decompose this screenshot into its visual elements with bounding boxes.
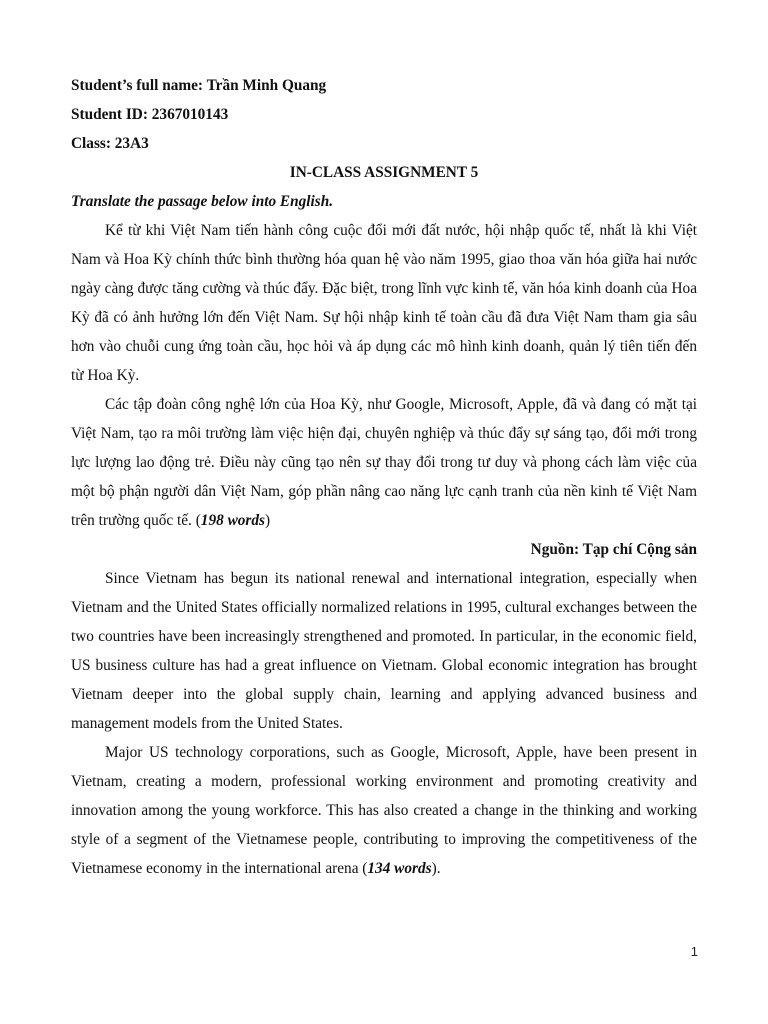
- source-paragraph-2: [71, 390, 697, 535]
- source-word-count: 198 words: [200, 512, 265, 529]
- translation-paragraph-2: [71, 738, 697, 883]
- page-number: 1: [690, 944, 698, 959]
- translation-paragraph-1: Since Vietnam has begun its national renewal and international integration, especially when Vietnam and the United States officially normalized relations in 1995, cultural exchanges between the two countries have been increasingly strengthened and promoted. In particular, in the economic field, US business culture has had a great influence on Vietnam. Global economic integration has brought Vietnam deeper into the global supply chain, learning and applying advanced business and management models from the United States.: [71, 570, 697, 732]
- source-paragraph-1: Kể từ khi Việt Nam tiến hành công cuộc đổi mới đất nước, hội nhập quốc tế, nhất là khi Việt Nam và Hoa Kỳ chính thức bình thường hóa quan hệ vào năm 1995, giao thoa văn hóa giữa hai nước ngày càng được tăng cường và thúc đẩy. Đặc biệt, trong lĩnh vực kinh tế, văn hóa kinh doanh của Hoa Kỳ đã có ảnh hưởng lớn đến Việt Nam. Sự hội nhập kinh tế toàn cầu đã đưa Việt Nam tham gia sâu hơn vào chuỗi cung ứng toàn cầu, học hỏi và áp dụng các mô hình kinh doanh, quản lý tiên tiến đến từ Hoa Kỳ.: [71, 222, 697, 384]
- class-value: 23A3: [114, 135, 149, 152]
- student-name-line: [71, 71, 697, 100]
- source-credit: Nguồn: Tạp chí Cộng sản: [530, 541, 697, 558]
- class-label: Class:: [71, 135, 111, 152]
- student-id-line: [71, 100, 697, 129]
- instruction: Translate the passage below into English.: [71, 193, 334, 210]
- student-id-value: 2367010143: [151, 106, 229, 123]
- document-page: [71, 71, 697, 883]
- student-name-label: Student’s full name:: [71, 77, 204, 94]
- source-closing: ): [264, 512, 271, 529]
- assignment-title: IN-CLASS ASSIGNMENT 5: [289, 164, 479, 181]
- translation-paragraph-2-text: Major US technology corporations, such as Google, Microsoft, Apple, have been present in Vietnam, creating a modern, professional working environment and promoting creativity and innovation among the young workforce. This has also created a change in the thinking and working style of a segment of the Vietnamese people, contributing to improving the competitiveness of the Vietnamese economy in the international arena (: [71, 744, 697, 877]
- class-line: [71, 129, 697, 158]
- translation-closing: ).: [431, 860, 441, 877]
- student-id-label: Student ID:: [71, 106, 148, 123]
- student-name-value: Trần Minh Quang: [206, 77, 327, 94]
- source-paragraph-2-text: Các tập đoàn công nghệ lớn của Hoa Kỳ, như Google, Microsoft, Apple, đã và đang có mặt tại Việt Nam, tạo ra môi trường làm việc hiện đại, chuyên nghiệp và thúc đẩy sự sáng tạo, đổi mới trong lực lượng lao động trẻ. Điều này cũng tạo nên sự thay đổi trong tư duy và phong cách làm việc của một bộ phận người dân Việt Nam, góp phần nâng cao năng lực cạnh tranh của nền kinh tế Việt Nam trên trường quốc tế. (: [71, 396, 697, 529]
- translation-word-count: 134 words: [367, 860, 432, 877]
